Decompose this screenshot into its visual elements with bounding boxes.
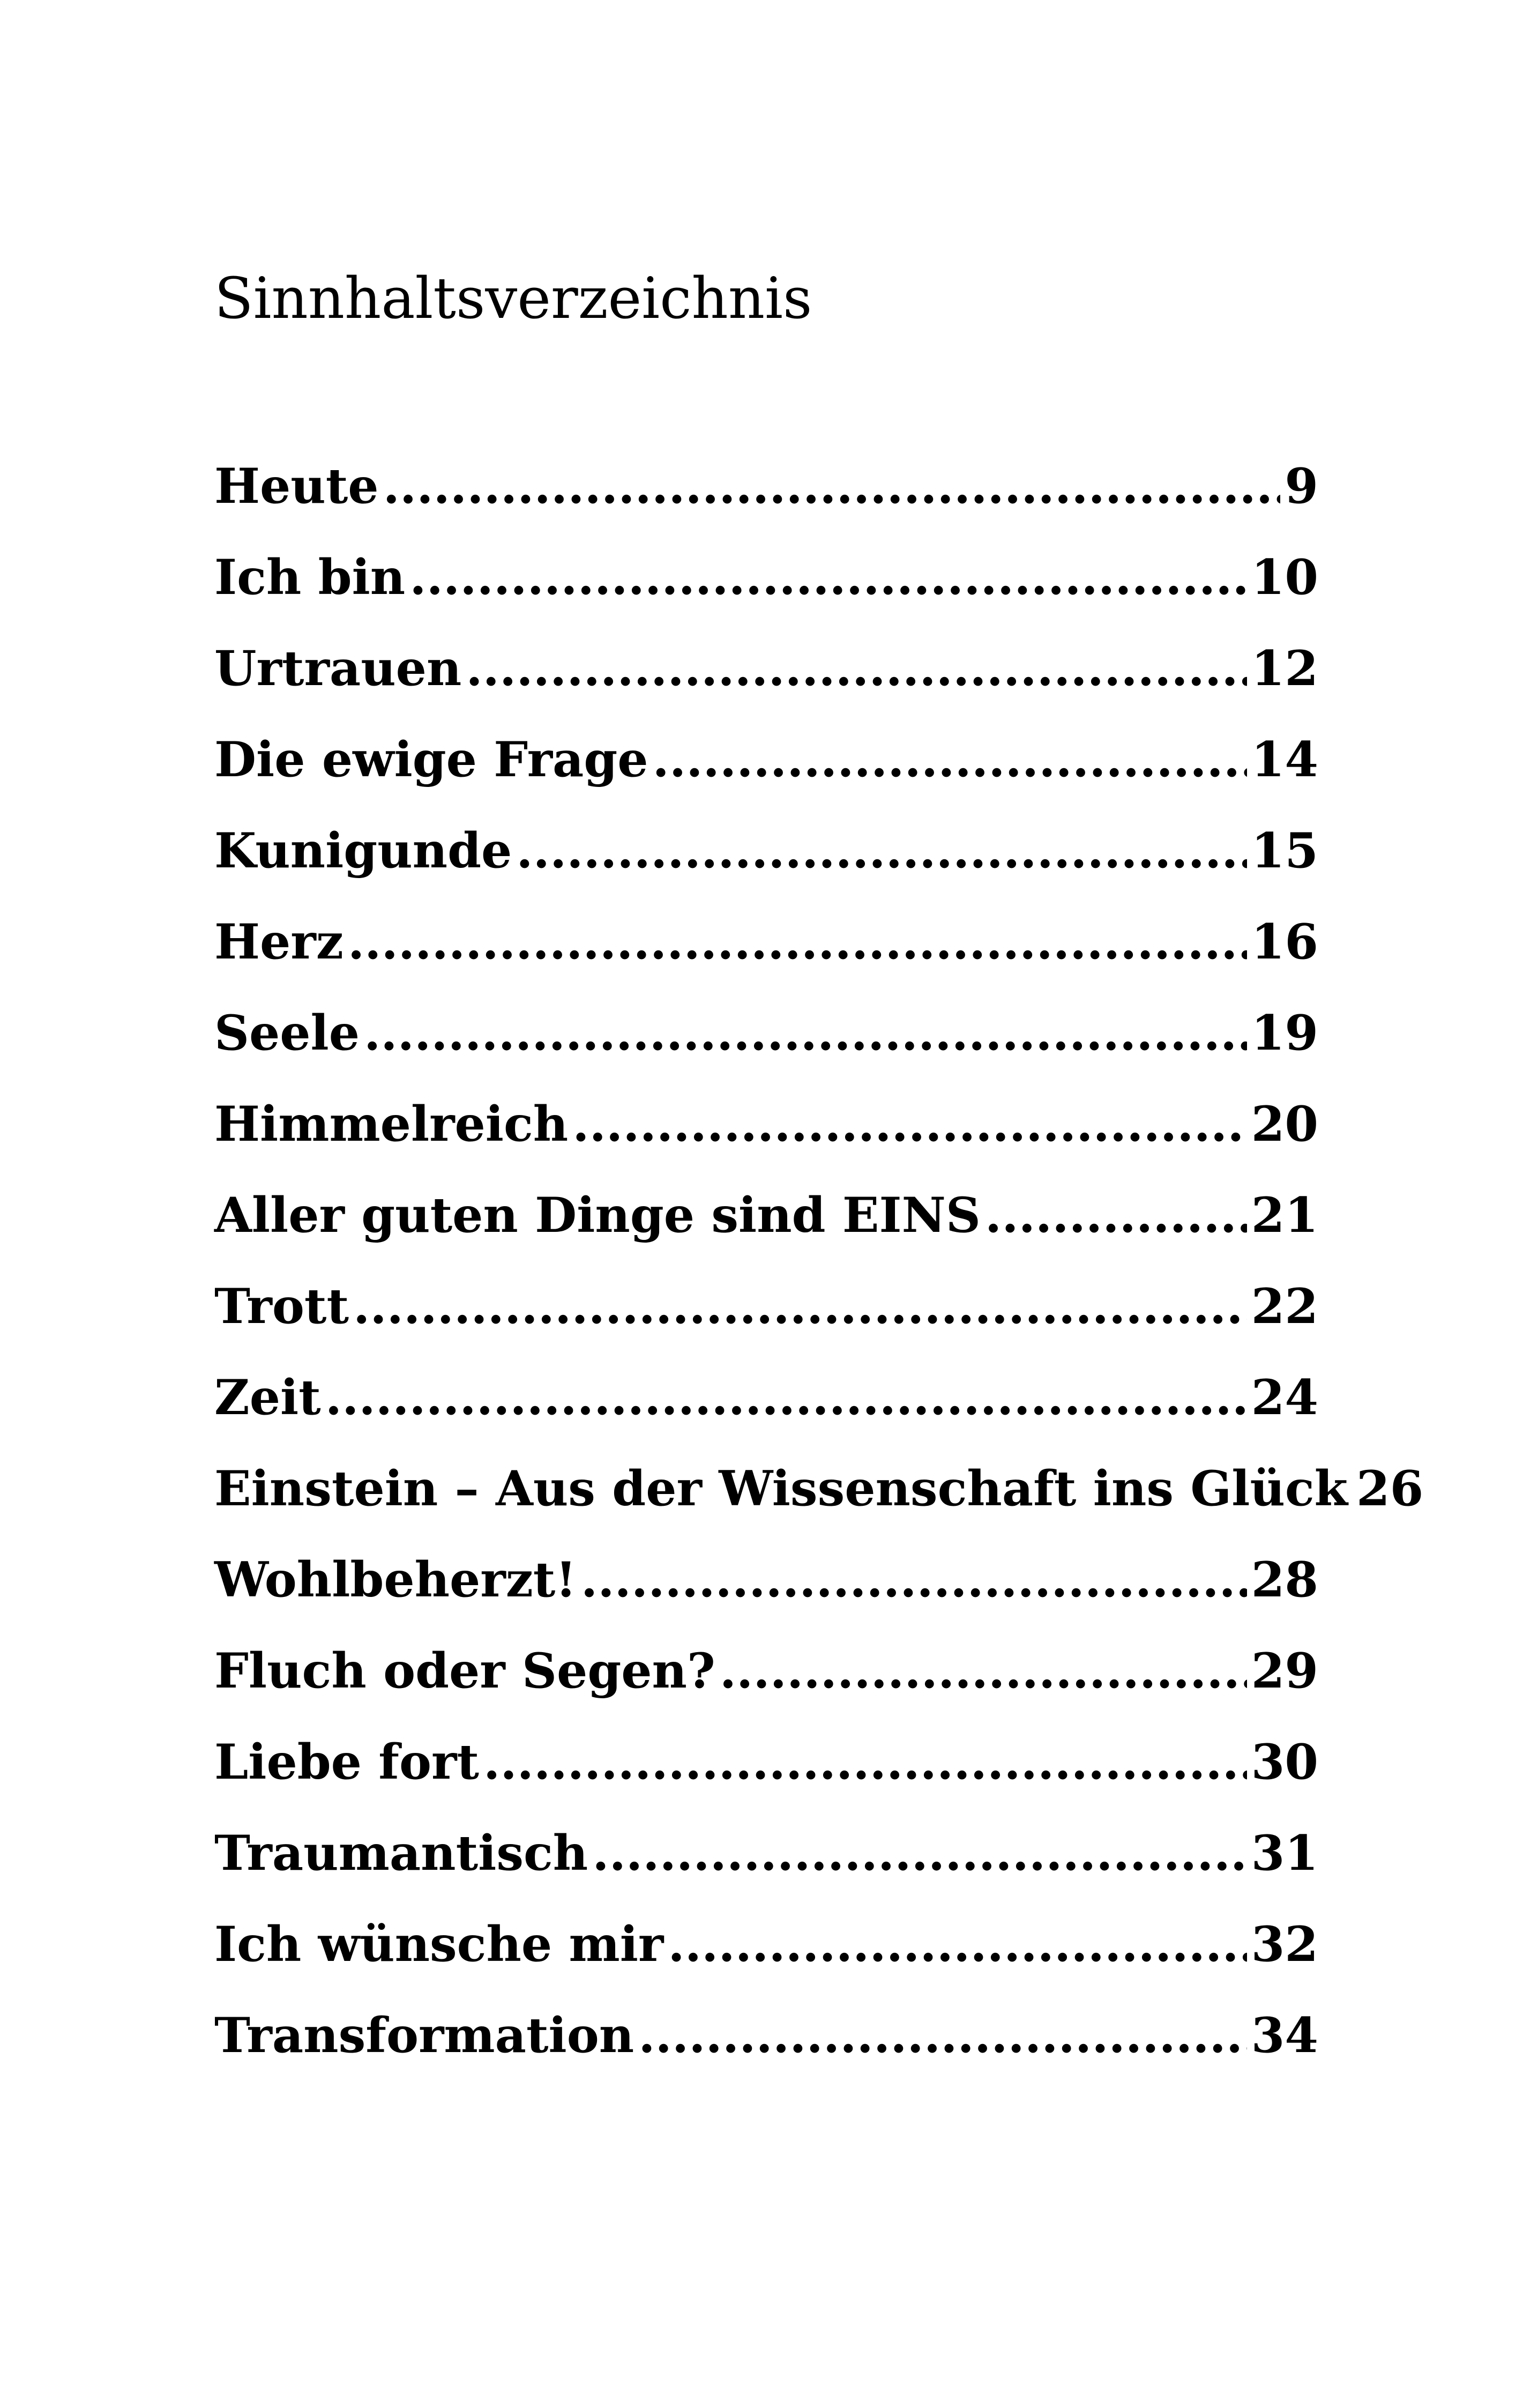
toc-entry-page: 19 bbox=[1251, 1005, 1318, 1061]
toc-entry-title: Fluch oder Segen? bbox=[214, 1643, 715, 1699]
toc-entry-page: 34 bbox=[1251, 2007, 1318, 2064]
dot-leader bbox=[985, 1175, 1247, 1255]
toc-entry[interactable] bbox=[214, 902, 1318, 993]
toc-entry-title: Einstein – Aus der Wissenschaft ins Glück bbox=[214, 1460, 1348, 1517]
dot-leader bbox=[325, 1357, 1247, 1438]
toc-entry[interactable] bbox=[214, 1540, 1318, 1631]
toc-entry-page: 10 bbox=[1251, 549, 1318, 606]
toc-entry-title: Zeit bbox=[214, 1369, 321, 1426]
toc-entry-page: 16 bbox=[1251, 913, 1318, 970]
dot-leader bbox=[409, 537, 1247, 618]
toc-entry-page: 12 bbox=[1251, 640, 1318, 697]
dot-leader bbox=[466, 628, 1246, 709]
toc-entry-title: Herz bbox=[214, 913, 344, 970]
toc-entry-title: Heute bbox=[214, 458, 379, 515]
dot-leader bbox=[581, 1540, 1247, 1620]
toc-entry-page: 28 bbox=[1251, 1551, 1318, 1608]
toc-entry-page: 26 bbox=[1356, 1460, 1424, 1517]
toc-entry-title: Ich wünsche mir bbox=[214, 1916, 664, 1973]
toc-entry-page: 32 bbox=[1251, 1916, 1318, 1973]
toc-entry-page: 24 bbox=[1251, 1369, 1318, 1426]
toc-entry[interactable] bbox=[214, 537, 1318, 628]
toc-entry-page: 9 bbox=[1285, 458, 1318, 515]
toc-entry[interactable] bbox=[214, 1813, 1318, 1904]
dot-leader bbox=[353, 1266, 1247, 1347]
toc-entry-title: Aller guten Dinge sind EINS bbox=[214, 1187, 981, 1244]
toc-entry[interactable] bbox=[214, 1175, 1318, 1266]
dot-leader bbox=[638, 1995, 1247, 2076]
dot-leader bbox=[653, 719, 1247, 800]
page-title: Sinnhaltsverzeichnis bbox=[214, 265, 812, 331]
toc-entry[interactable] bbox=[214, 719, 1318, 811]
toc-entry[interactable] bbox=[214, 446, 1318, 537]
toc-entry-title: Wohlbeherzt! bbox=[214, 1551, 577, 1608]
toc-entry-title: Traumantisch bbox=[214, 1825, 588, 1882]
dot-leader bbox=[592, 1813, 1247, 1893]
toc-entry-page: 14 bbox=[1251, 731, 1318, 788]
dot-leader bbox=[516, 811, 1246, 891]
toc-entry-title: Kunigunde bbox=[214, 822, 512, 879]
dot-leader bbox=[383, 446, 1281, 526]
toc-entry-title: Trott bbox=[214, 1278, 349, 1335]
toc-entry-title: Ich bin bbox=[214, 549, 406, 606]
toc-entry[interactable] bbox=[214, 1722, 1318, 1813]
table-of-contents bbox=[214, 446, 1424, 2086]
toc-entry-page: 29 bbox=[1251, 1643, 1318, 1699]
toc-entry[interactable] bbox=[214, 1904, 1318, 1995]
dot-leader bbox=[483, 1722, 1247, 1802]
toc-entry-page: 15 bbox=[1251, 822, 1318, 879]
toc-entry-title: Transformation bbox=[214, 2007, 634, 2064]
toc-entry[interactable] bbox=[214, 1631, 1318, 1722]
toc-entry-page: 21 bbox=[1251, 1187, 1318, 1244]
toc-entry-title: Himmelreich bbox=[214, 1096, 569, 1153]
dot-leader bbox=[720, 1631, 1247, 1711]
dot-leader bbox=[668, 1904, 1246, 1985]
toc-entry[interactable] bbox=[214, 1266, 1318, 1357]
toc-entry[interactable] bbox=[214, 1995, 1318, 2086]
toc-entry[interactable] bbox=[214, 1084, 1318, 1175]
toc-entry-page: 22 bbox=[1251, 1278, 1318, 1335]
toc-entry-page: 20 bbox=[1251, 1096, 1318, 1153]
toc-entry-title: Urtrauen bbox=[214, 640, 462, 697]
toc-entry[interactable] bbox=[214, 1448, 1424, 1540]
toc-entry-title: Die ewige Frage bbox=[214, 731, 648, 788]
dot-leader bbox=[572, 1084, 1247, 1164]
toc-entry-title: Liebe fort bbox=[214, 1734, 479, 1790]
toc-entry[interactable] bbox=[214, 993, 1318, 1084]
dot-leader bbox=[348, 902, 1247, 982]
toc-entry-title: Seele bbox=[214, 1005, 360, 1061]
toc-entry-page: 31 bbox=[1251, 1825, 1318, 1882]
toc-entry[interactable] bbox=[214, 1357, 1318, 1448]
toc-entry-page: 30 bbox=[1251, 1734, 1318, 1790]
toc-entry[interactable] bbox=[214, 628, 1318, 719]
dot-leader bbox=[364, 993, 1247, 1073]
toc-entry[interactable] bbox=[214, 811, 1318, 902]
